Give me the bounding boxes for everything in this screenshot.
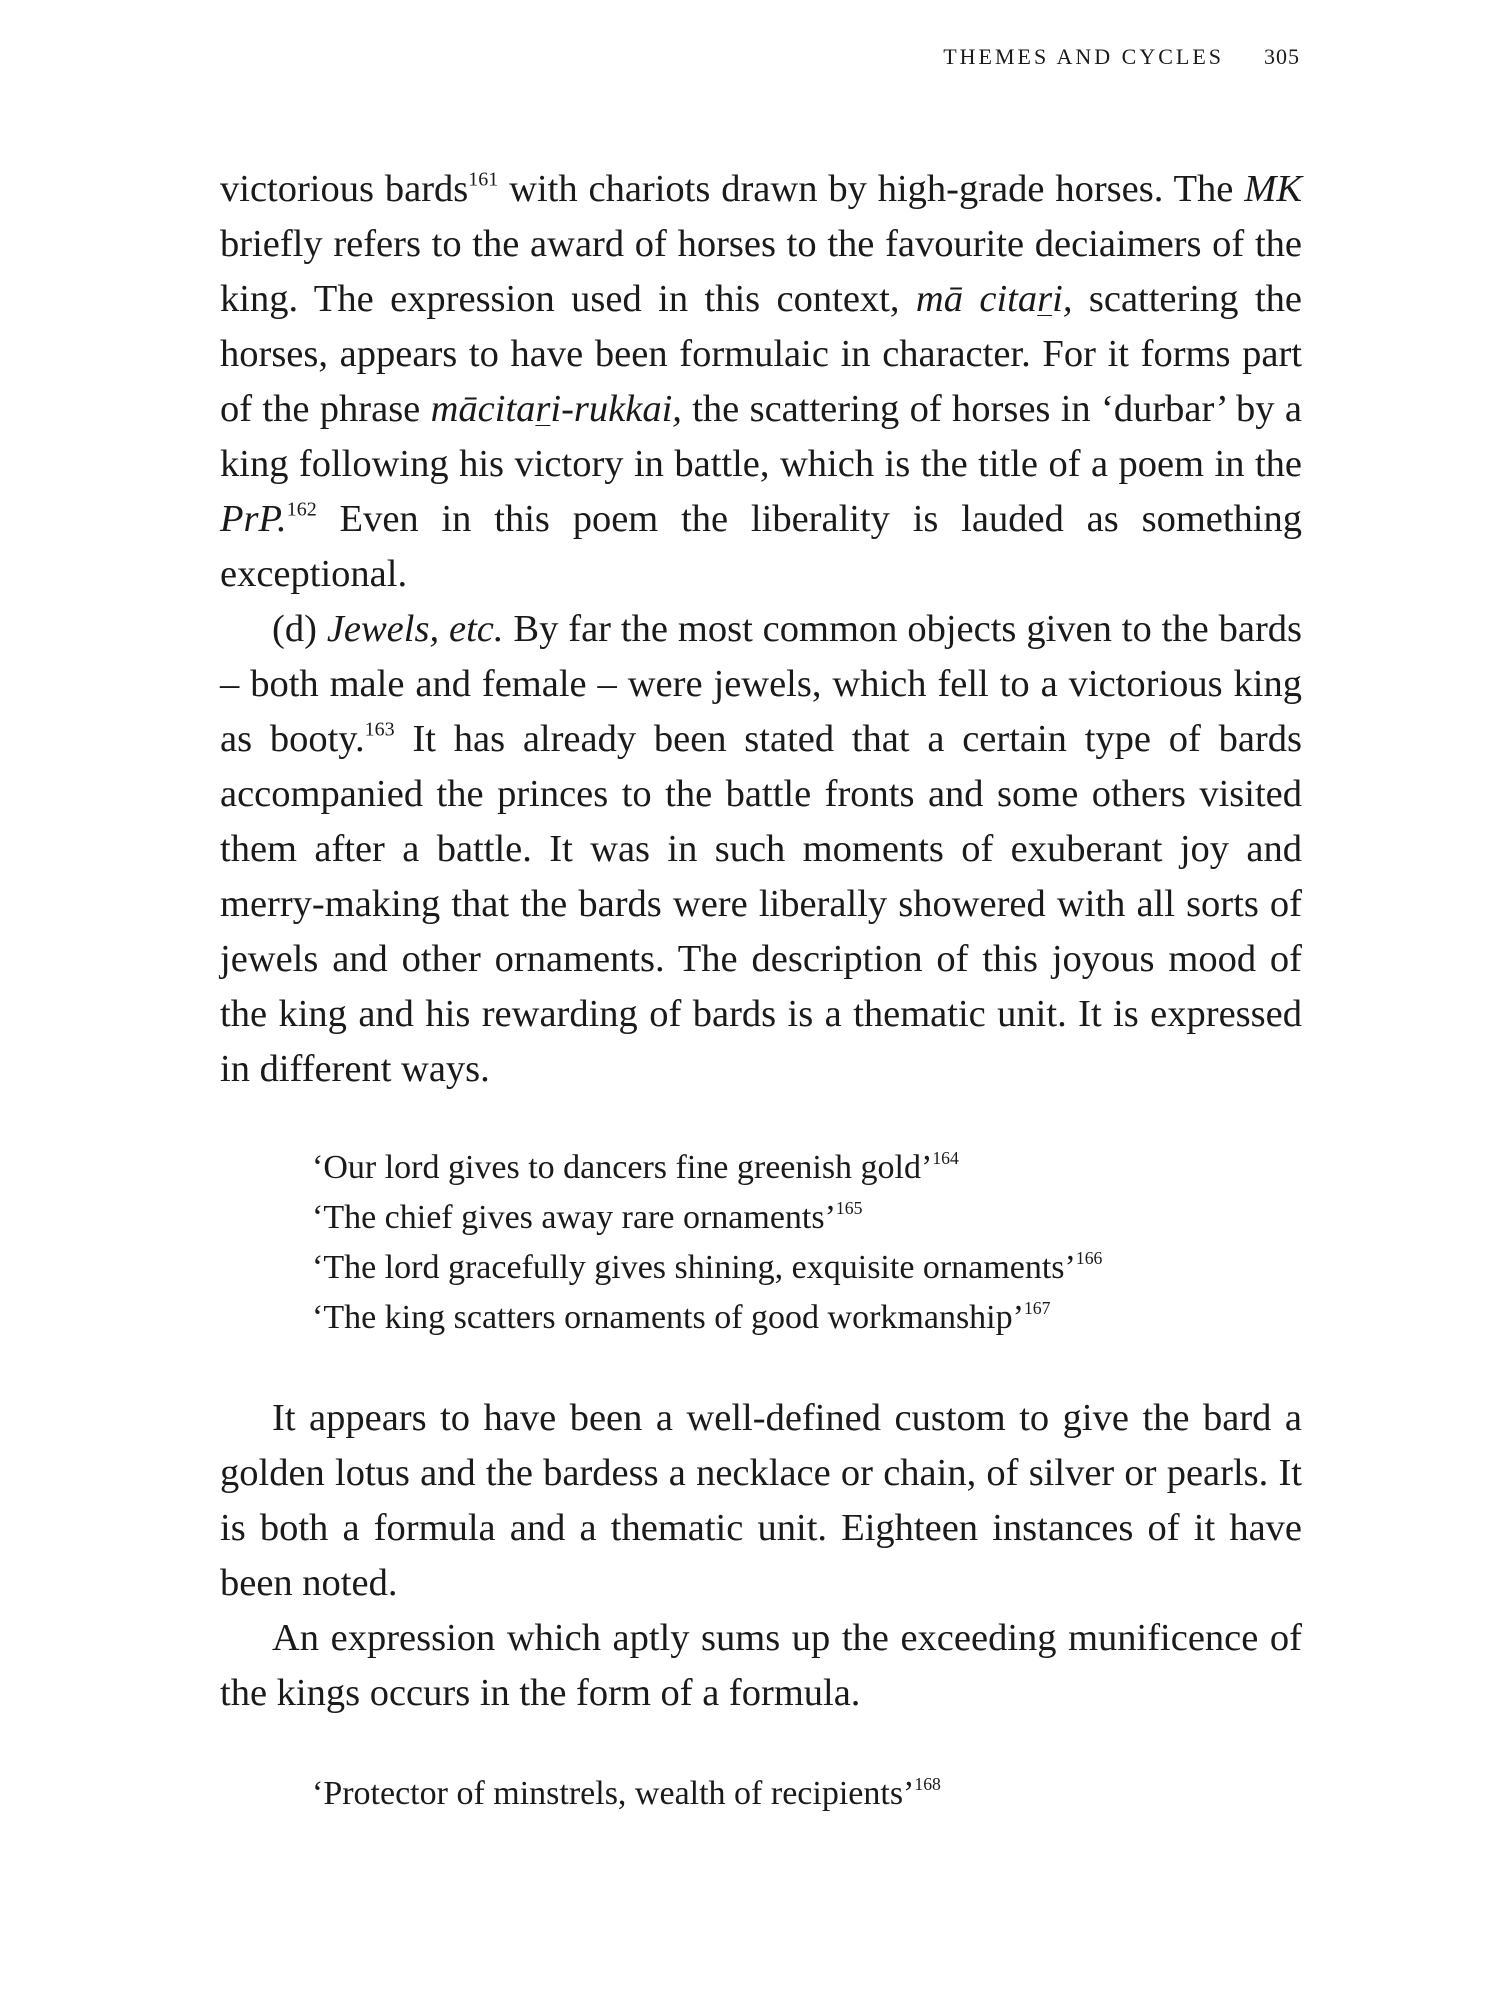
text-run: briefly refers to the award of horses to the favourite deciaimers of the king. The expression used in this context, <box>220 223 1302 320</box>
text-run: with chariots drawn by high-grade horses. The <box>498 168 1245 210</box>
footnote-ref-164: 164 <box>932 1148 959 1169</box>
term-part: i, <box>1052 278 1073 320</box>
text-run: Even in this poem the liberality is lauded as something exceptional. <box>220 498 1302 595</box>
abbrev-prp: PrP. <box>220 498 287 540</box>
quotation-text: ‘The lord gracefully gives shining, exquisite ornaments’ <box>312 1249 1076 1286</box>
paragraph-horses <box>220 162 1302 602</box>
text-run: the scattering of horses in ‘durbar’ by a king following his victory in battle, which is the title of a poem in the <box>220 388 1302 485</box>
paragraph-jewels <box>220 602 1302 1097</box>
quotation-text: ‘The king scatters ornaments of good workmanship’ <box>312 1299 1024 1336</box>
section-heading: Jewels, etc. <box>326 608 504 650</box>
text-run: By far the most common objects given to the bards – both male and female – were jewels, which fell to a victorious king as booty. <box>220 608 1302 760</box>
term-part: i-rukkai, <box>550 388 682 430</box>
text-run: It has already been stated that a certain type of bards accompanied the princes to the battle fronts and some others visited them after a battle. It was in such moments of exuberant joy and merry-making that the bards were liberally showered with all sorts of jewels and other ornaments. The description of this joyous mood of the king and his rewarding of bards is a thematic unit. It is expressed in different ways. <box>220 718 1302 1090</box>
running-title: THEMES AND CYCLES <box>943 44 1224 69</box>
section-label: (d) <box>272 608 327 650</box>
term-macitari-rukkai <box>431 388 682 430</box>
text-run: scattering the horses, appears to have been formulaic in character. For it forms part of the phrase <box>220 278 1302 430</box>
page-number: 305 <box>1264 44 1300 69</box>
main-text <box>220 162 1302 1819</box>
quotation-line <box>220 1193 1302 1243</box>
footnote-ref-166: 166 <box>1075 1248 1103 1269</box>
running-head <box>943 44 1300 70</box>
quotation-text: ‘The chief gives away rare ornaments’ <box>312 1199 836 1236</box>
term-part-underlined: r <box>1037 278 1053 320</box>
footnote-ref-167: 167 <box>1023 1298 1051 1319</box>
quotation-text: ‘Our lord gives to dancers fine greenish gold’ <box>312 1149 933 1186</box>
term-part: mā cita <box>915 278 1038 320</box>
final-quotation <box>220 1769 1302 1819</box>
quotation-line <box>220 1143 1302 1193</box>
term-ma-citari <box>916 278 1073 320</box>
text-run: victorious bards <box>220 168 469 210</box>
footnote-ref-165: 165 <box>835 1198 863 1219</box>
abbrev-mk: MK <box>1244 168 1302 210</box>
footnote-ref-168: 168 <box>914 1774 941 1795</box>
footnote-ref-163: 163 <box>364 718 395 741</box>
quotation-block <box>220 1143 1302 1343</box>
quotation-text: ‘Protector of minstrels, wealth of recipients’ <box>312 1775 915 1812</box>
term-part-underlined: r <box>535 388 551 430</box>
paragraph-munificence: An expression which aptly sums up the exceeding munificence of the kings occurs in the form of a formula. <box>220 1617 1302 1714</box>
quotation-line <box>220 1293 1302 1343</box>
paragraph-golden-lotus: It appears to have been a well-defined custom to give the bard a golden lotus and the bardess a necklace or chain, of silver or pearls. It is both a formula and a thematic unit. Eighteen instances of it have been noted. <box>220 1397 1302 1604</box>
footnote-ref-161: 161 <box>468 168 499 191</box>
quotation-line <box>220 1243 1302 1293</box>
term-part: mācita <box>430 388 536 430</box>
footnote-ref-162: 162 <box>286 498 317 521</box>
